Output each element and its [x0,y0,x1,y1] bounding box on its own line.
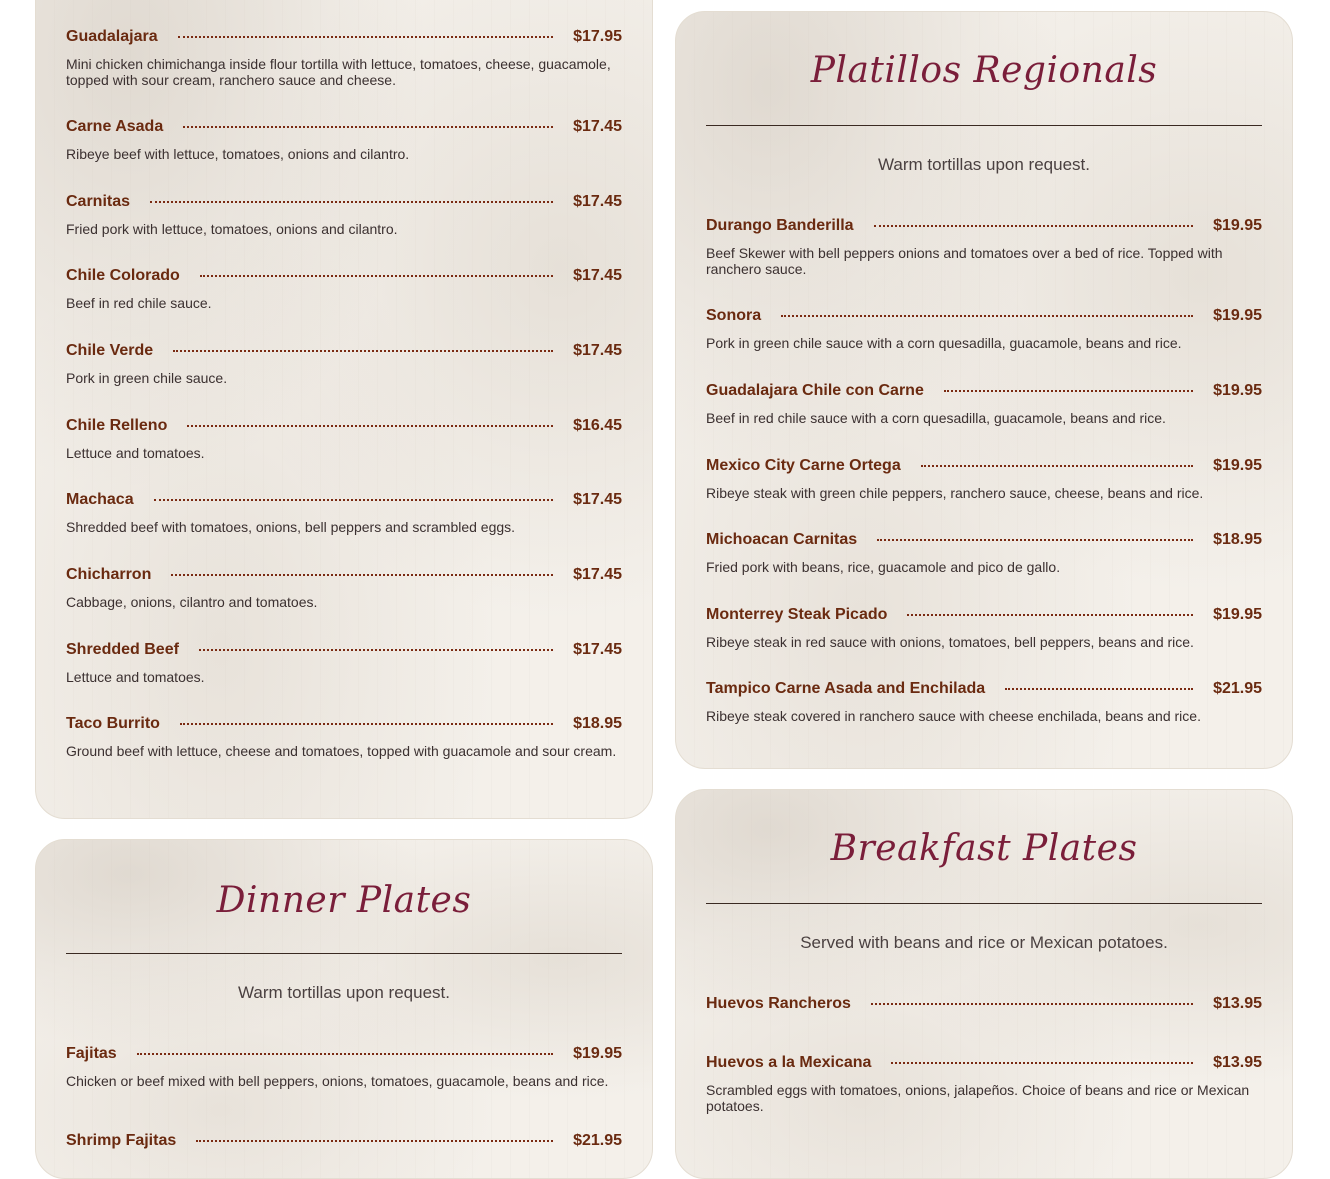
section-subtitle: Warm tortillas upon request. [238,983,450,1002]
menu-item-description: Beef in red chile sauce. [66,295,212,311]
dotted-leader [871,1003,1193,1005]
menu-item-name: Sonora [706,307,762,324]
menu-item-name: Taco Burrito [66,715,160,732]
dotted-leader [178,36,553,38]
menu-item-name: Michoacan Carnitas [706,531,858,548]
dotted-leader [891,1062,1193,1064]
menu-item-description: Ribeye steak covered in ranchero sauce with cheese enchilada, beans and rice. [706,708,1201,724]
menu-item-name: Chile Verde [66,342,154,359]
menu-item-description: Lettuce and tomatoes. [66,445,205,461]
menu-item-price: $17.45 [573,566,622,583]
menu-item-price: $19.95 [1213,382,1262,399]
menu-item [66,713,622,760]
menu-item-price: $13.95 [1213,1054,1262,1071]
menu-item-price: $17.45 [573,641,622,658]
menu-item-name: Huevos Rancheros [706,995,851,1012]
title-divider [66,953,622,954]
menu-item [706,380,1262,427]
dotted-leader [196,1140,553,1142]
menu-item-price: $17.45 [573,193,622,210]
menu-item-description: Lettuce and tomatoes. [66,669,205,685]
menu-item [66,489,622,536]
menu-item-name: Guadalajara Chile con Carne [706,382,924,399]
platillos-regionales-card [675,11,1293,769]
dotted-leader [944,390,1193,392]
dotted-leader [781,315,1193,317]
menu-item-price: $13.95 [1213,995,1262,1012]
menu-item [66,1130,622,1152]
menu-item [706,993,1262,1015]
menu-item [706,678,1262,725]
menu-item-price: $18.95 [1213,531,1262,548]
dotted-leader [907,614,1193,616]
section-title: Platillos Regionals [810,50,1158,91]
menu-item-description: Fried pork with lettuce, tomatoes, onions and cilantro. [66,221,398,237]
menu-item-description: Shredded beef with tomatoes, onions, bell peppers and scrambled eggs. [66,519,516,535]
menu-item-price: $18.95 [573,715,622,732]
menu-item-name: Chile Colorado [66,267,180,284]
section-title: Breakfast Plates [830,828,1138,869]
dotted-leader [877,539,1193,541]
menu-item-description: Ground beef with lettuce, cheese and tomatoes, topped with guacamole and sour cream. [66,743,617,759]
breakfast-plates-card [675,789,1293,1179]
main-plates-card [35,0,653,819]
menu-item [66,639,622,686]
menu-item [706,215,1262,277]
menu-item-price: $19.95 [1213,217,1262,234]
title-divider [706,903,1262,904]
menu-item [66,191,622,238]
menu-item [706,1052,1262,1114]
dotted-leader [173,350,553,352]
dotted-leader [171,574,553,576]
menu-item-name: Monterrey Steak Picado [706,606,888,623]
menu-item-description: Beef in red chile sauce with a corn quesadilla, guacamole, beans and rice. [706,410,1166,426]
menu-item-price: $16.45 [573,417,622,434]
section-subtitle: Warm tortillas upon request. [878,155,1090,174]
menu-item-name: Carne Asada [66,118,164,135]
menu-item-name: Chicharron [66,566,152,583]
section-title: Dinner Plates [216,880,472,921]
dotted-leader [199,649,553,651]
menu-item [66,415,622,462]
menu-item-name: Chile Relleno [66,417,168,434]
menu-item [706,529,1262,576]
dotted-leader [921,465,1193,467]
menu-item-price: $17.95 [573,28,622,45]
menu-item-name: Carnitas [66,193,131,210]
menu-item-name: Huevos a la Mexicana [706,1054,872,1071]
dotted-leader [137,1053,553,1055]
menu-item-price: $19.95 [1213,606,1262,623]
menu-item-price: $21.95 [573,1132,622,1149]
dotted-leader [150,201,553,203]
menu-item [66,564,622,611]
menu-item-description: Pork in green chile sauce. [66,370,228,386]
menu-item-price: $19.95 [1213,307,1262,324]
menu-item [66,116,622,163]
title-divider [706,125,1262,126]
menu-item-price: $19.95 [1213,457,1262,474]
menu-item-name: Fajitas [66,1045,117,1062]
menu-item-name: Durango Banderilla [706,217,854,234]
menu-item [706,455,1262,502]
dotted-leader [187,425,553,427]
dotted-leader [1005,688,1193,690]
menu-item-name: Machaca [66,491,134,508]
menu-item-description: Ribeye steak with green chile peppers, ranchero sauce, cheese, beans and rice. [706,485,1204,501]
menu-item-description: Mini chicken chimichanga inside flour tortilla with lettuce, tomatoes, cheese, guacamole, topped with sour cream, ranchero sauce and cheese. [66,56,611,88]
menu-item-name: Shredded Beef [66,641,179,658]
menu-item [706,305,1262,352]
menu-item-description: Beef Skewer with bell peppers onions and tomatoes over a bed of rice. Topped with ranchero sauce. [706,245,1223,277]
menu-item-price: $17.45 [573,267,622,284]
menu-item-price: $17.45 [573,118,622,135]
menu-item [66,340,622,387]
dotted-leader [874,225,1193,227]
menu-item-price: $21.95 [1213,680,1262,697]
menu-item-price: $19.95 [573,1045,622,1062]
dotted-leader [183,126,553,128]
menu-item-description: Pork in green chile sauce with a corn quesadilla, guacamole, beans and rice. [706,335,1182,351]
menu-item [66,265,622,312]
menu-item [66,1043,622,1090]
menu-item-description: Cabbage, onions, cilantro and tomatoes. [66,594,318,610]
menu-item-price: $17.45 [573,342,622,359]
dotted-leader [180,723,553,725]
dotted-leader [200,275,553,277]
menu-item-description: Ribeye steak in red sauce with onions, tomatoes, bell peppers, beans and rice. [706,634,1194,650]
menu-item-name: Mexico City Carne Ortega [706,457,901,474]
menu-item-name: Guadalajara [66,28,158,45]
dinner-plates-card [35,839,653,1179]
menu-item-name: Tampico Carne Asada and Enchilada [706,680,986,697]
menu-item-description: Chicken or beef mixed with bell peppers, onions, tomatoes, guacamole, beans and rice. [66,1073,609,1089]
dotted-leader [154,499,553,501]
menu-item-description: Fried pork with beans, rice, guacamole and pico de gallo. [706,559,1061,575]
menu-item-name: Shrimp Fajitas [66,1132,177,1149]
section-subtitle: Served with beans and rice or Mexican potatoes. [800,933,1168,952]
menu-item [66,26,622,88]
menu-item-price: $17.45 [573,491,622,508]
menu-item-description: Scrambled eggs with tomatoes, onions, jalapeños. Choice of beans and rice or Mexican potatoes. [706,1082,1250,1114]
menu-item-description: Ribeye beef with lettuce, tomatoes, onions and cilantro. [66,146,410,162]
menu-item [706,604,1262,651]
